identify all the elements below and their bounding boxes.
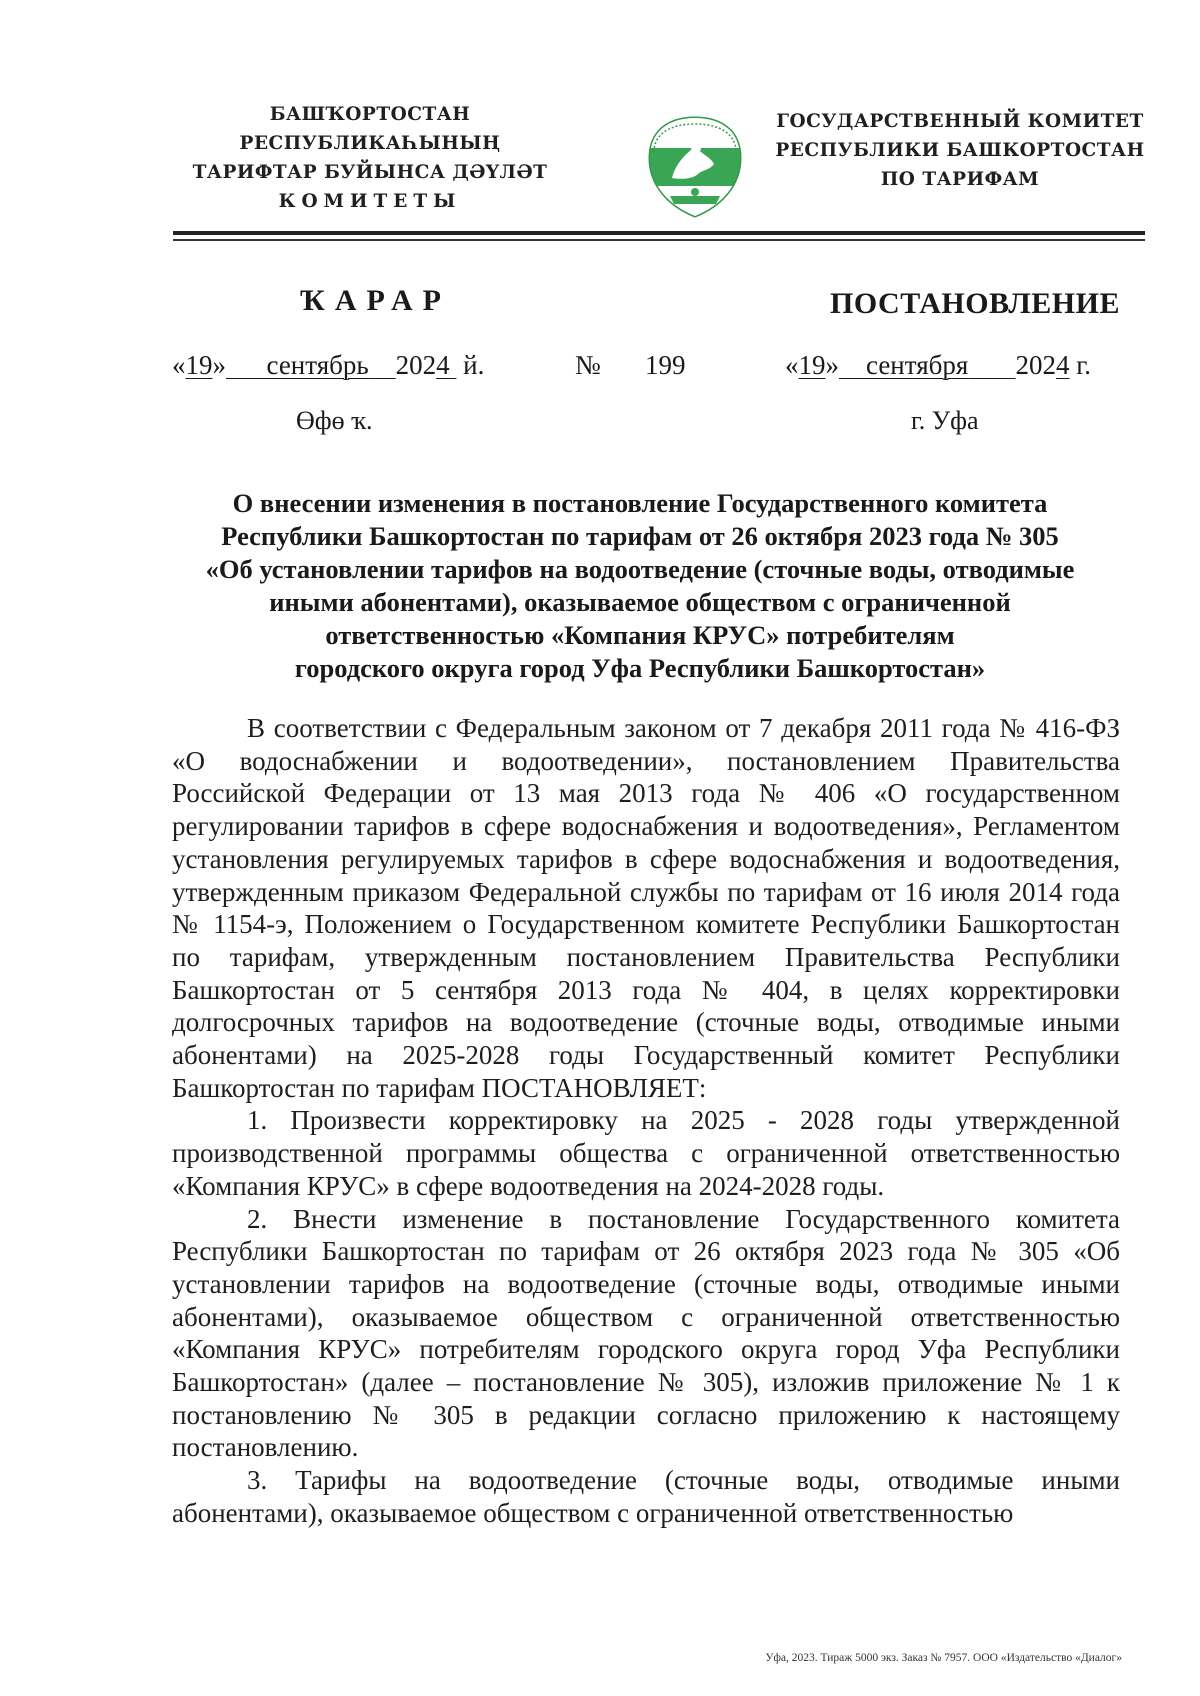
city-russian: г. Уфа: [911, 406, 979, 435]
clause-3-paragraph: 3. Тарифы на водоотведение (сточные воды, отводимые иными абонентами), оказываемое обществом с ограниченной ответственностью: [172, 1465, 1120, 1528]
coat-of-arms-icon: [640, 112, 750, 222]
title-line: «Об установлении тарифов на водоотведение (сточные воды, отводимые: [205, 554, 1075, 584]
document-title: [160, 487, 1120, 685]
header-divider-thick: [173, 231, 1145, 235]
preamble-paragraph: В соответствии с Федеральным законом от 7 декабря 2011 года № 416-ФЗ «О водоснабжении и водоотведении», постановлением Правительства Российской Федерации от 13 мая 2013 года № 406 «О государственном регулировании тарифов в сфере водоснабжения и водоотведения», Регламентом установления регулируемых тарифов в сфере водоснабжения и водоотведения, утвержденным приказом Федеральной службы по тарифам от 16 июля 2014 года № 1154-э, Положением о Государственном комитете Республики Башкортостан по тарифам, утвержденным постановлением Правительства Республики Башкортостан от 5 сентября 2013 года № 404, в целях корректировки долгосрочных тарифов на водоотведение (сточные воды, отводимые иными абонентами) на 2025-2028 годы Государственный комитет Республики Башкортостан по тарифам ПОСТАНОВЛЯЕТ:: [172, 713, 1120, 1103]
title-line: ответственностью «Компания КРУС» потребителям: [325, 620, 955, 650]
date-bash-day: 19: [185, 350, 213, 380]
city-bashkir: Өфө ҡ.: [296, 406, 373, 435]
doc-type-bashkir: ҠАРАР: [300, 284, 452, 317]
date-bash-month: сентябрь: [266, 350, 369, 380]
date-rus-year-prefix: 202: [1015, 350, 1057, 380]
header-divider-thin: [173, 239, 1145, 241]
print-footer: Уфа, 2023. Тираж 5000 экз. Заказ № 7957. ООО «Издательство «Диалог»: [765, 1652, 1122, 1664]
date-bash-open-quote: «: [172, 350, 186, 380]
document-number: 199: [645, 350, 686, 380]
date-rus-open-quote: «: [785, 350, 799, 380]
issuer-name-russian: [775, 107, 1145, 194]
title-line: О внесении изменения в постановление Государственного комитета: [232, 488, 1048, 518]
document-body: [172, 712, 1120, 1530]
date-bash-year-digit: 4: [436, 350, 450, 380]
title-line: Республики Башкортостан по тарифам от 26 октября 2023 года № 305: [221, 521, 1059, 551]
issuer-rus-line-3: ПО ТАРИФАМ: [880, 169, 1040, 190]
number-sign: №: [575, 350, 601, 380]
title-line: иными абонентами), оказываемое обществом с ограниченной: [269, 587, 1011, 617]
issuer-bash-line-3: КОМИТЕТЫ: [278, 191, 462, 212]
date-rus-month: сентября: [866, 350, 969, 380]
clause-2-paragraph: 2. Внести изменение в постановление Государственного комитета Республики Башкортостан по тарифам от 26 октября 2023 года № 305 «Об установлении тарифов на водоотведение (сточные воды, отводимые иными абонентами), оказываемое обществом с ограниченной ответственностью «Компания КРУС» потребителям городского округа город Уфа Республики Башкортостан» (далее – постановление № 305), изложив приложение № 1 к постановлению № 305 в редакции согласно приложению к настоящему постановлению.: [172, 1203, 1120, 1463]
date-rus-day: 19: [798, 350, 826, 380]
date-rus-close-quote: »: [825, 350, 839, 380]
issuer-bash-line-2: ТАРИФТАР БУЙЫНСА ДӘҮЛӘТ: [192, 162, 548, 183]
date-bashkir: [172, 348, 484, 382]
date-russian: [785, 348, 1091, 382]
issuer-name-bashkir: [150, 100, 590, 216]
date-rus-suffix: г.: [1076, 350, 1092, 380]
issuer-rus-line-1: ГОСУДАРСТВЕННЫЙ КОМИТЕТ: [776, 111, 1144, 132]
date-rus-year-digit: 4: [1056, 350, 1070, 380]
title-line: городского округа город Уфа Республики Башкортостан»: [294, 653, 986, 683]
date-bash-suffix: й.: [463, 350, 485, 380]
issuer-rus-line-2: РЕСПУБЛИКИ БАШКОРТОСТАН: [775, 140, 1145, 161]
date-bash-close-quote: »: [212, 350, 226, 380]
clause-1-paragraph: 1. Произвести корректировку на 2025 - 2028 годы утвержденной производственной программы общества с ограниченной ответственностью «Компания КРУС» в сфере водоотведения на 2024-2028 годы.: [172, 1105, 1120, 1201]
doc-type-russian: ПОСТАНОВЛЕНИЕ: [830, 287, 1120, 320]
date-bash-year-prefix: 202: [395, 350, 437, 380]
issuer-bash-line-1: БАШҠОРТОСТАН РЕСПУБЛИКАҺЫНЫҢ: [239, 104, 501, 154]
